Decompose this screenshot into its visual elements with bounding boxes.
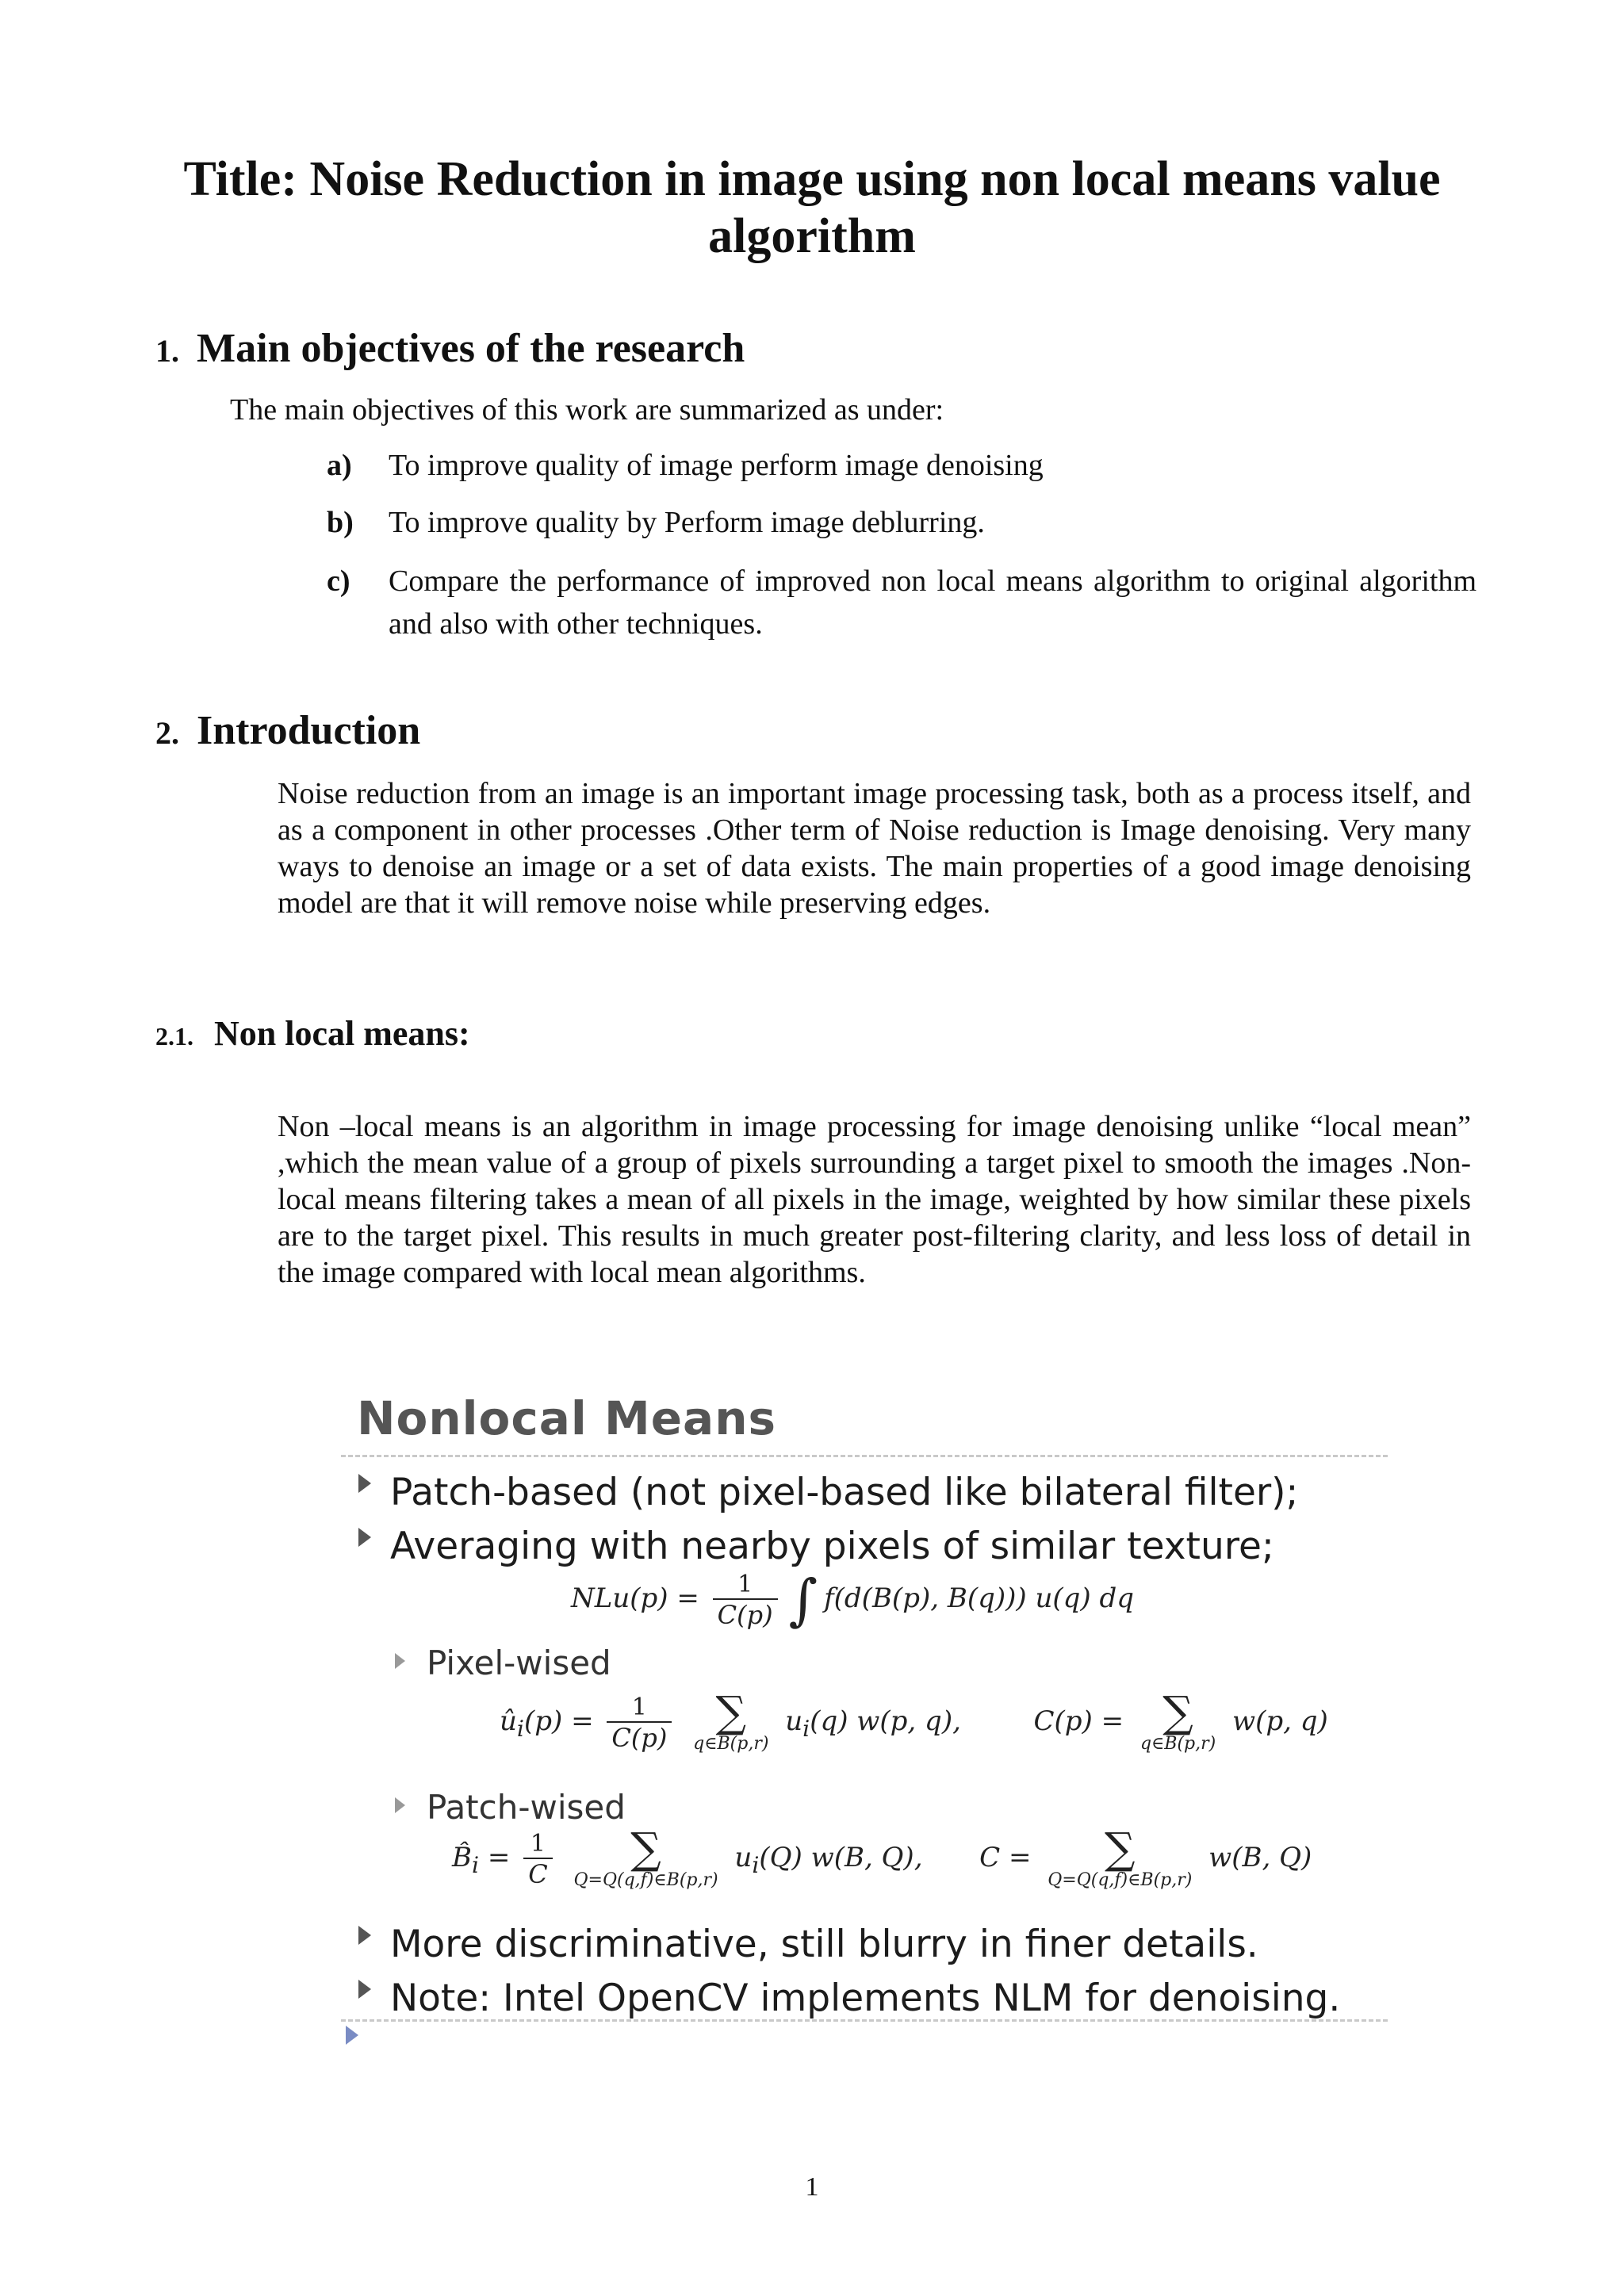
figure-title: Nonlocal Means (357, 1391, 777, 1445)
patch-fraction (523, 1830, 552, 1889)
patch-equals: = (487, 1842, 511, 1873)
figure-bullet (390, 1471, 1298, 1515)
page-title: Title: Noise Reduction in image using non local means value algorithm (183, 152, 1441, 263)
section-2-1-colon: : (458, 1014, 470, 1053)
section-2-heading (155, 707, 420, 757)
patch-term: u (734, 1842, 753, 1873)
pix-lhs: û (500, 1705, 517, 1737)
sum-sign: ∑ (1105, 1823, 1136, 1873)
end-triangle-icon (346, 2026, 358, 2045)
patch-term-rest: (Q) w(B, Q), (759, 1842, 923, 1873)
patch-lhs: B̂ (452, 1842, 472, 1873)
objective-c (327, 560, 1477, 655)
subbullet-triangle-icon (395, 1653, 405, 1669)
bullet-triangle-icon (358, 1926, 371, 1945)
objective-label: a) (327, 449, 352, 482)
section-2-title: Introduction (197, 708, 421, 753)
pix-term: u (785, 1705, 803, 1737)
section-1-title: Main objectives of the research (197, 326, 745, 371)
pix-c-summation (1139, 1687, 1216, 1755)
patch-denominator: C (528, 1858, 548, 1889)
nlu-rhs: f(d(B(p), B(q))) u(q) dq (824, 1582, 1134, 1614)
pix-summation (693, 1687, 769, 1755)
pixel-wised-equation (500, 1687, 1328, 1755)
sum-sign: ∑ (715, 1687, 747, 1737)
introduction-paragraph: Noise reduction from an image is an important image processing task, both as a process itself, and as a component in other processes .Other term of Noise reduction is Image denoising. Very many ways to denoise an image or a set of data exists. The main properties of a good image denoising model are that it will remove noise while preserving edges. (278, 777, 1471, 920)
figure-bullet-text: More discriminative, still blurry in finer details. (390, 1923, 1258, 1966)
patch-c-lhs: C = (979, 1842, 1032, 1873)
figure-subbullet-text: Pixel-wised (427, 1644, 611, 1682)
patch-c-summation (1048, 1823, 1193, 1891)
pix-numerator: 1 (607, 1693, 672, 1723)
objective-text: To improve quality of image perform image denoising (389, 449, 1044, 482)
section-2-number: 2. (155, 715, 179, 751)
integral-sign: ∫ (788, 1567, 818, 1632)
nlu-fraction (713, 1571, 778, 1630)
figure-divider-top (341, 1455, 1388, 1457)
pix-lhs-sub: i (516, 1715, 524, 1742)
figure-subbullet-text: Patch-wised (427, 1788, 626, 1827)
sum-limit: Q=Q(q,f)∈B(p,r) (1048, 1870, 1193, 1890)
objective-b (327, 501, 1477, 549)
section-2-1-title: Non local means (214, 1014, 458, 1053)
figure-subbullet (427, 1644, 611, 1683)
figure-bullet (390, 1525, 1274, 1569)
figure-bullet-text: Note: Intel OpenCV implements NLM for denoising. (390, 1976, 1341, 2020)
section-1-intro: The main objectives of this work are summarized as under: (230, 393, 944, 427)
figure-subbullet (427, 1788, 626, 1827)
sum-limit: q∈B(p,r) (693, 1734, 769, 1754)
pix-term-rest: (q) w(p, q), (810, 1705, 961, 1737)
objective-label: b) (327, 506, 354, 539)
non-local-means-paragraph: Non –local means is an algorithm in image processing for image denoising unlike “local mean” ,which the mean value of a group of pixels surrounding a target pixel to smooth the images .Non-local means filtering takes a mean of all pixels in the image, weighted by how similar these pixels are to the target pixel. This results in much greater post-filtering clarity, and less loss of detail in the image compared with local mean algorithms. (278, 1110, 1471, 1289)
patch-term-sub: i (752, 1851, 760, 1878)
bullet-triangle-icon (358, 1980, 371, 1999)
pix-denominator: C(p) (611, 1722, 668, 1753)
sum-limit: q∈B(p,r) (1139, 1734, 1216, 1754)
patch-summation (573, 1823, 718, 1891)
page-number: 1 (805, 2172, 819, 2202)
pix-fraction (607, 1693, 672, 1753)
nonlocal-means-figure (341, 1391, 1396, 2065)
section-1-number: 1. (155, 333, 179, 369)
objective-a (327, 444, 1477, 492)
patch-wised-equation (452, 1823, 1312, 1891)
pix-lhs-arg: (p) = (523, 1705, 594, 1737)
patch-lhs-sub: i (472, 1851, 480, 1878)
patch-numerator: 1 (523, 1830, 552, 1859)
patch-c-rhs: w(B, Q) (1208, 1842, 1312, 1873)
objective-text: To improve quality by Perform image deblurring. (389, 506, 985, 539)
bullet-triangle-icon (358, 1474, 371, 1493)
section-2-1-number: 2.1. (155, 1022, 193, 1050)
sum-limit: Q=Q(q,f)∈B(p,r) (573, 1870, 718, 1890)
pix-c-rhs: w(p, q) (1232, 1705, 1328, 1737)
bullet-triangle-icon (358, 1528, 371, 1547)
pix-term-sub: i (802, 1715, 810, 1742)
nlu-numerator: 1 (713, 1571, 778, 1600)
objective-text: Compare the performance of improved non local means algorithm to original algorithm and also with other techniques. (389, 564, 1477, 641)
figure-bullet-text: Patch-based (not pixel-based like bilateral filter); (390, 1471, 1299, 1514)
nlu-equation (571, 1567, 1134, 1632)
pix-c-lhs: C(p) = (1033, 1705, 1124, 1737)
figure-divider-bottom (341, 2019, 1388, 2022)
objective-label: c) (327, 564, 350, 598)
figure-bullet-text: Averaging with nearby pixels of similar texture; (390, 1525, 1274, 1568)
nlu-denominator: C(p) (717, 1599, 773, 1630)
sum-sign: ∑ (630, 1823, 661, 1873)
section-2-1-heading (155, 1013, 470, 1057)
sum-sign: ∑ (1162, 1687, 1193, 1737)
nlu-lhs: NLu(p) = (571, 1582, 699, 1614)
subbullet-triangle-icon (395, 1797, 405, 1813)
section-1-heading (155, 325, 745, 375)
figure-bullet (390, 1923, 1258, 1967)
figure-bullet (390, 1976, 1340, 2021)
